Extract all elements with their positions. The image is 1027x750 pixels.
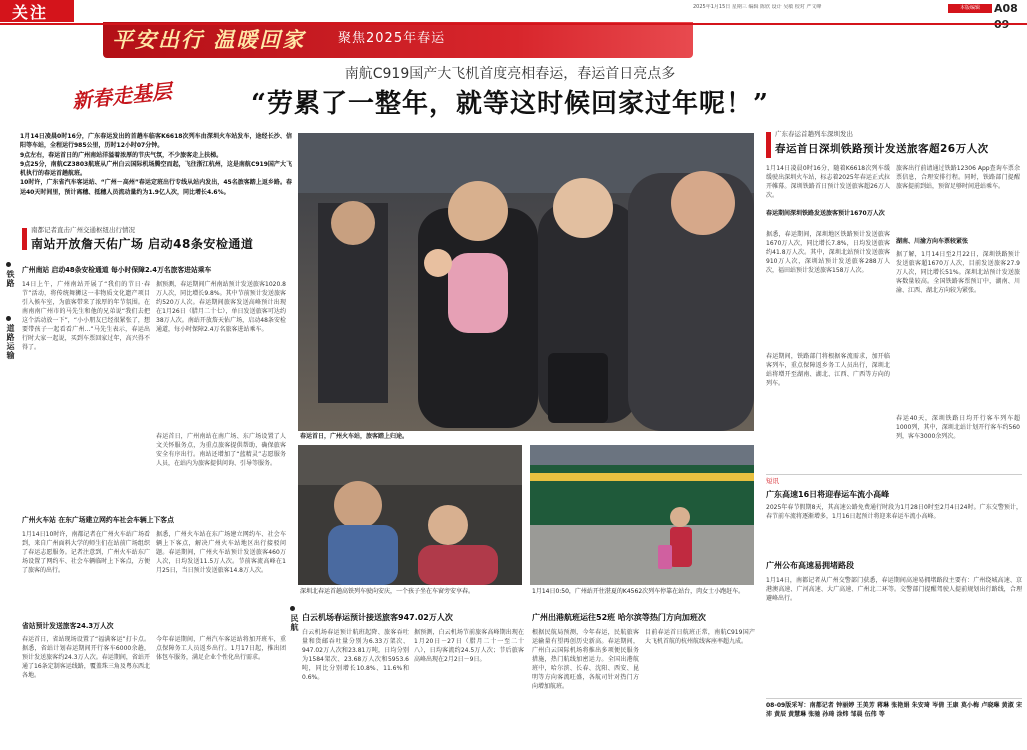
left-body-col1: 14日上午，广州南站开展了“我们的节日·春节”活动，将传统舞狮这一非物质文化遗产项目引入候车室，为旅客带来了浓厚的年节氛围。在南南南广州市的马先生和他的兄弟说“我们去把这个活动放一下”，“小小朋友已经很紧张了，想要带孩子一起看看广州...”马先生表示，春运出行时大家一起说，买到车票回家过年，高兴得不得了。 (22, 281, 150, 351)
intro-paragraph: 10时许，广东省汽车客运站、“广州－高州”春运定班出行专线从站内发出，45名旅客踏上返乡路。春运40天时间里，预计离穗、抵穗人员流动量约为1.9亿人次，同比增长4.6%。 (20, 179, 292, 196)
right-body-c: 春运期间，铁路部门将根据客流需求，加开临客列车，重点保障返乡务工人员出行，深圳北站将增开至湖南、湖北、江西、广西等方向的列车。 (766, 353, 890, 387)
left-body-col1c: 春运首日，省站现场设置了“福满客运”打卡点。据悉，省站计划春运期间开行客车6000余趟，预计发送旅客约24.3万人次。春运期间，省站开通了16条定制客运线路，覆盖珠三角及粤东西北各地。 (22, 636, 150, 679)
header-rule (0, 23, 1027, 25)
mid-body-a2: 据预测，白云机场节前旅客高峰期出现在1月20日－27日（腊月二十一至二十八），日均客流约24.5万人次；节后旅客高峰出现在2月2日－9日。 (414, 629, 524, 663)
mid-body-a: 白云机场春运预计航班起降、旅客吞吐量和货邮吞吐量分别为6.33万架次、947.02万人次和23.81万吨，日均分别为1584架次、23.68万人次和5953.6吨，同比分别增长10.8%、11.6%和0.6%。 (302, 629, 409, 681)
station-crowd-illustration (298, 133, 754, 431)
column-logo: 新春走基层 (70, 78, 173, 114)
left-body-col2: 据预测，春运期间广州南站预计发送旅客1020.8万人次，同比增长9.8%。其中节前预计发送旅客约520万人次。春运期间旅客发送高峰预计出现在1月26日（腊月二十七），单日发送旅客可达约38万人次。南站开放詹天佑广场，启动48条安检通道，每小时保障2.4万名旅客进站乘车。 (156, 281, 286, 333)
bottom-left-photo (298, 445, 522, 585)
bottom-right-photo (530, 445, 754, 585)
intro-paragraph: 9点左右，春运首日的广州南站洋溢着浓厚的节庆气氛，不少旅客走上扶梯。 (20, 151, 223, 159)
vtab-label: 民航 (290, 614, 299, 632)
bottom-left-caption: 深圳北春运首趟高铁列车驶向安庆，一个孩子坐在车窗旁安享春。 (300, 588, 475, 595)
banner-subtitle: 聚焦2025年春运 (338, 31, 446, 46)
left-subhead: 广州南站 启动48条安检通道 每小时保障2.4万名旅客进站乘车 (22, 266, 212, 274)
section-tag: 关注 (0, 0, 74, 22)
left-headline: 南站开放詹天佑广场 启动48条安检通道 (31, 237, 254, 251)
right-kicker-2: 短讯 (766, 477, 779, 485)
left-subhead-2: 广州火车站 在东广场建立网约车社会车辆上下客点 (22, 516, 174, 524)
credits: 08-09版采写：南都记者 钟丽婷 王美芳 蒋琳 张艳娟 朱安琦 岑倩 王康 莫小梅 卢晓琳 黄淑 宋沛 黄辰 黄慧琳 张驰 孙琦 涂炜 邹晨 伍伟 等 (766, 702, 1022, 718)
mid-headline-a: 白云机场春运预计接送旅客947.02万人次 (302, 613, 453, 622)
editor-pill: 本版编辑 (948, 4, 992, 13)
banner-title: 平安出行 温暖回家 (112, 27, 306, 52)
main-photo (298, 133, 754, 431)
left-body-col2b: 春运首日，广州南站在南广场、东广场设置了人文关怀服务点，为重点旅客提供帮助，确保旅客安全有序出行。南站还增加了“蓝精灵”志愿服务人员，在站内为旅客提供问询、引导等服务。 (156, 433, 286, 467)
bullet-icon (290, 606, 295, 611)
train-window-illustration (298, 445, 522, 585)
main-photo-caption: 春运首日，广州火车站，旅客踏上归途。 (300, 433, 409, 440)
right-body-f: 春运40天，深圳铁路日均开行客车列车超1000列，其中，深圳北站计划开行客车约560列，客车3000余列次。 (896, 415, 1020, 440)
right-body-g: 2025年春节假期8天，其高速公路免费通行时段为1月28日0时至2月4日24时。广东交警预计，春节前车流将逐渐增多，1月16日起预计将迎来春运车流小高峰。 (766, 504, 1022, 520)
left-kicker: 南都记者直击广州交通枢纽出行情况 (31, 226, 135, 234)
mid-headline-b: 广州出港航班运往52班 哈尔滨等热门方向加班次 (532, 613, 706, 622)
right-subhead: 春运期间深圳铁路发送旅客预计1670万人次 (766, 210, 885, 217)
page-number: A08 (994, 2, 1018, 15)
vtab-rail (6, 316, 16, 360)
right-headline-3: 广州公布高速易拥堵路段 (766, 561, 854, 570)
vtab-label: 道路运输 (6, 324, 15, 360)
platform-illustration (530, 445, 754, 585)
divider (766, 698, 1022, 699)
right-body-e: 旅客出行前请通过铁路12306 App查询车票余票信息，合理安排行程。同时，铁路部门提醒旅客提前到站，预留足够时间进站乘车。 (896, 165, 1020, 190)
right-body-b: 据悉，春运期间，深圳地区铁路预计发送旅客1670万人次，同比增长7.8%，日均发送旅客约41.8万人次。其中，深圳北站预计发送旅客910万人次，深圳站预计发送旅客288万人次，福田站预计发送旅客158万人次。 (766, 231, 890, 274)
divider (766, 474, 1022, 475)
bullet-icon (6, 262, 11, 267)
left-body-col1b: 1月14日10时许，南都记者在广州火车站广场看到，来自广州面料大学的师生们在站前广场组织了春运志愿服务。记者注意到，广州火车站东广场设置了网约车、社会车辆临时上下客点，方便了旅客的出行。 (22, 531, 150, 574)
bullet-icon (6, 316, 11, 321)
headline-bar (22, 228, 27, 250)
right-kicker: 广东春运首趟列车深圳发出 (775, 130, 853, 138)
bottom-right-caption: 1月14日0:50，广州站开往湛夏的K4562次列车停靠在站台，肉女士小跑赶车。 (532, 588, 745, 595)
vtab-rail (6, 262, 16, 288)
page-meta: 2025年1月15日 星期三 编辑 陈欣 设计 吴敏 校对 严文峰 (693, 4, 822, 10)
intro-paragraph: 1月14日凌晨0时16分，广东春运发出的首趟车临客K6618次列车由深圳火车站发车，途经长沙、信阳等车站，全程运行985公里，历时12小时07分钟。 (20, 133, 292, 150)
left-subhead-3: 省站预计发送旅客24.3万人次 (22, 622, 114, 630)
vtab-rail (290, 606, 300, 632)
right-body-a: 1月14日凌晨0时16分，随着K6618次列车缓缓驶出深圳火车站，标志着2025年春运正式拉开帷幕。深圳铁路首日预计发送旅客超26万人次。 (766, 165, 890, 199)
left-body-col2d: 今年春运期间，广州汽车客运站将加开班车，重点保障务工人员返乡出行。1月17日起，推出团体包车服务，满足企业个性化出行需求。 (156, 636, 286, 661)
vtab-label: 铁路 (6, 270, 15, 288)
intro-block (20, 132, 292, 210)
intro-paragraph: 9点25分，南航CZ3803航班从广州白云国际机场腾空而起，飞往浙江杭州，这是南航C919国产大飞机执行的春运首趟航班。 (20, 160, 292, 178)
right-headline-2: 广东高速16日将迎春运车流小高峰 (766, 490, 890, 499)
right-body-d: 据了解，1月14日至2月22日，深圳铁路预计发送旅客超1670万人次，目前发送旅客27.9万人次，同比增长51%。深圳北站预计发送旅客数量较高。全国铁路客票预订中，湖南、川渝、江西、湖北方向较为紧张。 (896, 251, 1020, 294)
article-subtitle: 南航C919国产大飞机首度亮相春运，春运首日亮点多 (344, 66, 676, 82)
headline-bar (766, 132, 771, 158)
right-headline: 春运首日深圳铁路预计发送旅客超26万人次 (775, 143, 989, 155)
right-subhead-2: 湖南、川渝方向车票较紧张 (896, 238, 969, 245)
left-body-col2c: 据悉，广州火车站在东广场建立网约车、社会车辆上下客点，解决广州火车站地区出行接驳问题。春运期间，广州火车站预计发送旅客460万人次，日均发送11.5万人次。节前客流高峰在1月25日，当日预计发送旅客14.8万人次。 (156, 531, 286, 574)
mid-body-b2: 目前春运首日航班正常，南航C919国产大飞机首航的杭州航线客座率超九成。 (645, 629, 755, 645)
mid-body-b: 根据民航局预测，今年春运，民航旅客运输量有望再创历史新高。春运期间，广州白云国际机场将推出多项便民服务措施，热门航线加密运力。全国出港航班中，哈尔滨、长春、沈阳、西安、昆明等方向客流旺盛，各航司针对热门方向增加航班。 (532, 629, 639, 690)
right-body-h: 1月14日，南都记者从广州交警部门获悉，春运期间高速易拥堵路段主要有：广州绕城高速、京港澳高速、广河高速、大广高速、广州北二环等。交警部门提醒驾驶人提前规划出行路线，合理避峰出行。 (766, 577, 1022, 602)
article-title: “劳累了一整年，就等这时候回家过年呢！” (251, 89, 769, 119)
